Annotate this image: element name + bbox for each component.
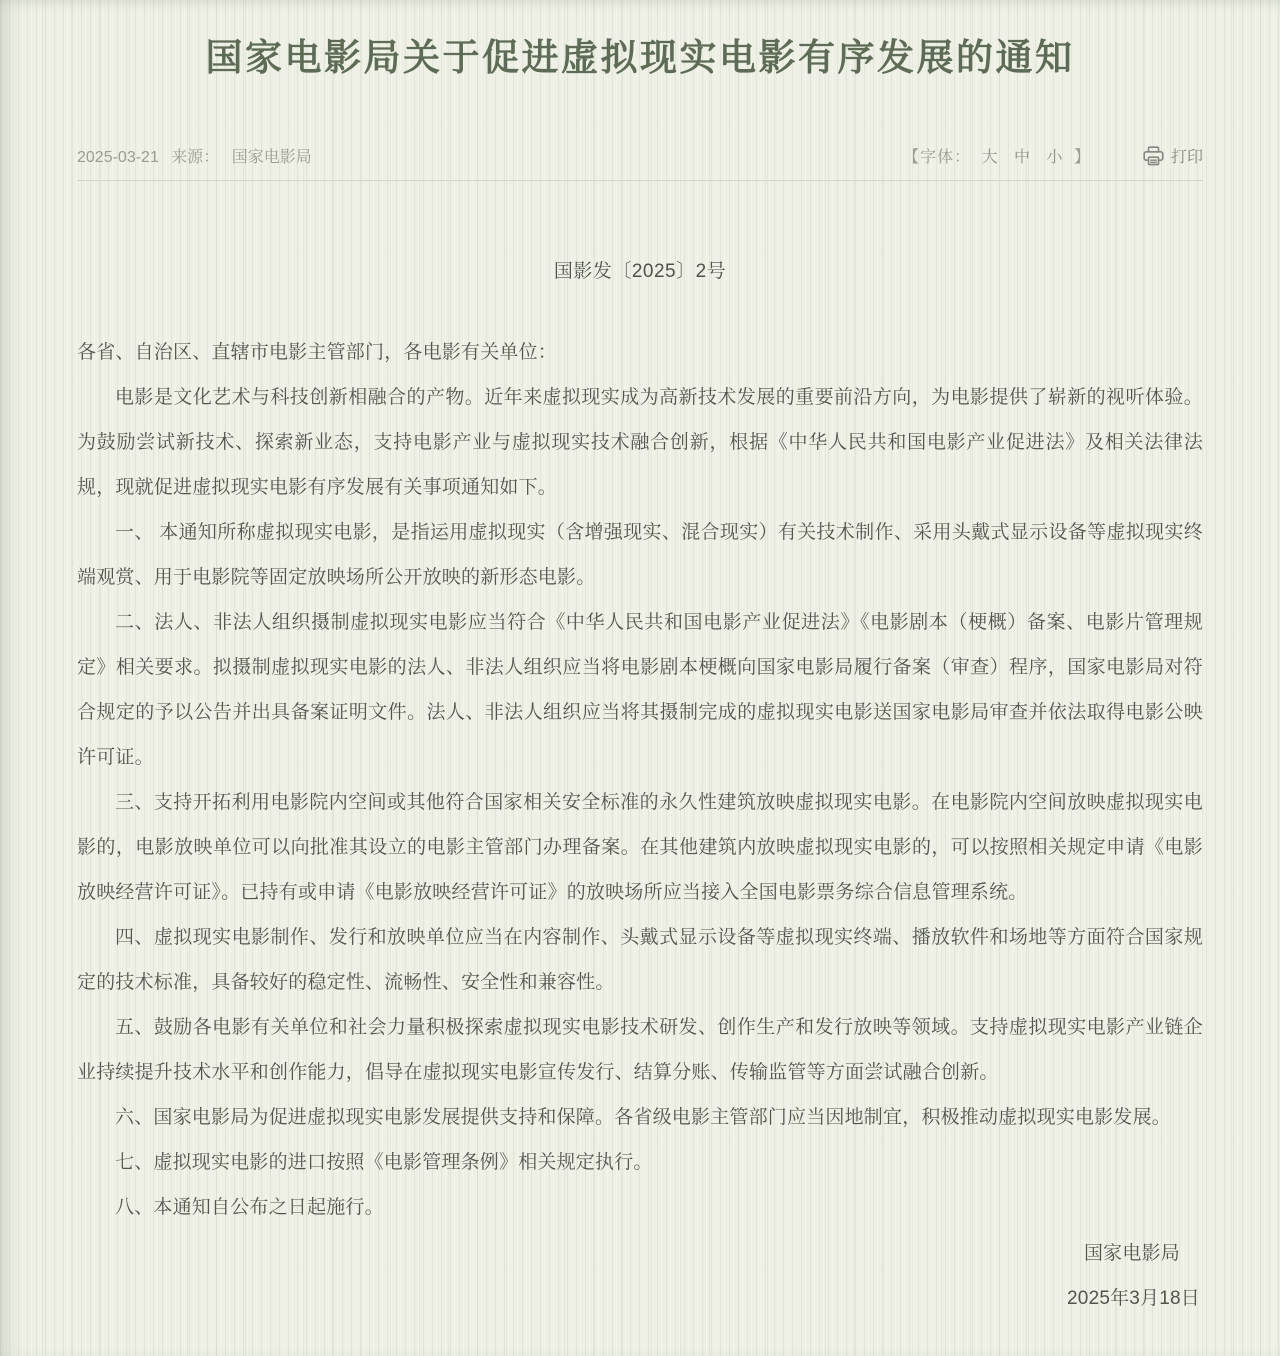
paragraph-item-3: 三、支持开拓利用电影院内空间或其他符合国家相关安全标准的永久性建筑放映虚拟现实电影。在电影院内空间放映虚拟现实电影的，电影放映单位可以向批准其设立的电影主管部门办理备案。在其他建筑内放映虚拟现实电影的，可以按照相关规定申请《电影放映经营许可证》。已持有或申请《电影放映经营许可证》的放映场所应当接入全国电影票务综合信息管理系统。 [77,792,1203,903]
notice-body [77,330,1203,1321]
signature-block [77,1231,1203,1321]
signature-issuer: 国家电影局 [1083,1243,1180,1264]
source-label: 来源： [171,149,220,166]
printer-icon [1143,146,1171,166]
meta-tools [903,144,1203,167]
document-number: 国影发〔2025〕2号 [553,261,727,282]
print-button[interactable] [1143,144,1203,167]
meta-info [77,144,312,167]
font-size-small-button[interactable]: 小 [1046,149,1064,166]
paragraph-item-1: 一、 本通知所称虚拟现实电影，是指运用虚拟现实（含增强现实、混合现实）有关技术制作、采用头戴式显示设备等虚拟现实终端观赏、用于电影院等固定放映场所公开放映的新形态电影。 [77,522,1203,588]
paragraph-intro: 电影是文化艺术与科技创新相融合的产物。近年来虚拟现实成为高新技术发展的重要前沿方向，为电影提供了崭新的视听体验。为鼓励尝试新技术、探索新业态，支持电影产业与虚拟现实技术融合创新，根据《中华人民共和国电影产业促进法》及相关法律法规，现就促进虚拟现实电影有序发展有关事项通知如下。 [77,387,1203,498]
font-size-large-button[interactable]: 大 [981,149,999,166]
source-value: 国家电影局 [231,149,312,166]
meta-bar [77,144,1203,181]
font-size-control [903,144,1091,167]
print-label: 打印 [1170,149,1203,166]
paragraph-item-4: 四、虚拟现实电影制作、发行和放映单位应当在内容制作、头戴式显示设备等虚拟现实终端、播放软件和场地等方面符合国家规定的技术标准，具备较好的稳定性、流畅性、安全性和兼容性。 [77,927,1203,993]
paragraph-item-5: 五、鼓励各电影有关单位和社会力量积极探索虚拟现实电影技术研发、创作生产和发行放映等领域。支持虚拟现实电影产业链企业持续提升技术水平和创作能力，倡导在虚拟现实电影宣传发行、结算分账、传输监管等方面尝试融合创新。 [77,1017,1203,1083]
publish-date: 2025-03-21 [77,149,159,166]
paragraph-item-2: 二、法人、非法人组织摄制虚拟现实电影应当符合《中华人民共和国电影产业促进法》《电影剧本（梗概）备案、电影片管理规定》相关要求。拟摄制虚拟现实电影的法人、非法人组织应当将电影剧本梗概向国家电影局履行备案（审查）程序，国家电影局对符合规定的予以公告并出具备案证明文件。法人、非法人组织应当将其摄制完成的虚拟现实电影送国家电影局审查并依法取得电影公映许可证。 [77,612,1203,768]
paragraph-item-6: 六、国家电影局为促进虚拟现实电影发展提供支持和保障。各省级电影主管部门应当因地制宜，积极推动虚拟现实电影发展。 [115,1107,1172,1128]
font-size-label-open: 【字体： [903,149,972,166]
paragraph-item-8: 八、本通知自公布之日起施行。 [115,1197,384,1218]
font-size-label-close: 】 [1073,149,1091,166]
page-title: 国家电影局关于促进虚拟现实电影有序发展的通知 [205,37,1075,78]
signature-date: 2025年3月18日 [1067,1288,1200,1309]
salutation: 各省、自治区、直辖市电影主管部门，各电影有关单位： [77,342,558,363]
paragraph-item-7: 七、虚拟现实电影的进口按照《电影管理条例》相关规定执行。 [115,1152,653,1173]
font-size-medium-button[interactable]: 中 [1014,149,1032,166]
